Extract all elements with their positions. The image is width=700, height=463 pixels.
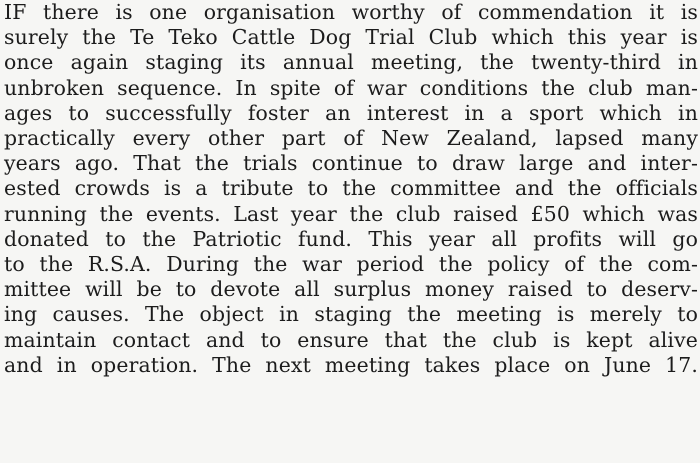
article-line-14: maintain contact and to ensure that the club is kept alive <box>4 327 698 352</box>
article-line-3: once again staging its annual meeting, the twenty-third in <box>4 50 698 75</box>
article-line-2: surely the Te Teko Cattle Dog Trial Club which this year is <box>4 25 698 50</box>
article-line-7: years ago. That the trials continue to draw large and inter- <box>4 151 698 176</box>
article-line-13: ing causes. The object in staging the meeting is merely to <box>4 302 698 327</box>
article-line-12: mittee will be to devote all surplus money raised to deserv- <box>4 277 698 302</box>
article-line-9: running the events. Last year the club raised £50 which was <box>4 201 698 226</box>
article-line-1: IF there is one organisation worthy of commendation it is <box>4 0 698 24</box>
article-line-8: ested crowds is a tribute to the committee and the officials <box>4 176 698 201</box>
article-line-11: to the R.S.A. During the war period the policy of the com- <box>4 252 698 277</box>
article-body <box>4 0 698 378</box>
article-line-6: practically every other part of New Zealand, lapsed many <box>4 126 698 151</box>
article-line-10: donated to the Patriotic fund. This year all profits will go <box>4 226 698 251</box>
article-line-4: unbroken sequence. In spite of war conditions the club man- <box>4 75 698 100</box>
article-line-5: ages to successfully foster an interest in a sport which in <box>4 100 698 125</box>
article-line-15: and in operation. The next meeting takes place on June 17. <box>4 352 698 377</box>
